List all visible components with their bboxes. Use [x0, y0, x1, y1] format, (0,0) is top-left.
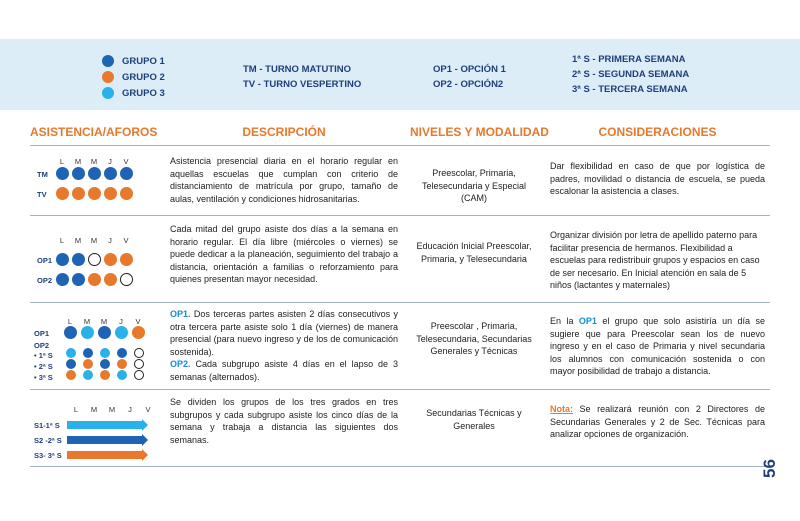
attendance-dot [66, 370, 76, 380]
attendance-dot [117, 370, 127, 380]
cons-pre: En la [550, 316, 579, 326]
grupo-1-dot [102, 55, 114, 67]
row-1-niveles: Preescolar, Primaria, Telesecundaria y Especial (CAM) [421, 168, 527, 203]
attendance-dot [104, 253, 117, 266]
attendance-dot [83, 370, 93, 380]
divider [30, 302, 770, 303]
empty-day-dot [134, 370, 144, 380]
legend-grupo-2: GRUPO 2 [122, 72, 165, 83]
attendance-dot [88, 167, 101, 180]
row-label: S2 -2ª S [34, 436, 62, 445]
legend-semana-2: 2ª S - SEGUNDA SEMANA [572, 69, 690, 80]
grupo-3-dot [102, 87, 114, 99]
day-label: J [108, 157, 112, 166]
day-label: M [90, 236, 98, 245]
attendance-dot [104, 187, 117, 200]
row-label: • 2ª S [34, 362, 53, 371]
legend-opcion-2: OP2 - OPCIÓN2 [433, 79, 504, 90]
day-label: V [145, 405, 151, 414]
row-4-niveles: Secundarias Técnicas y Generales [426, 408, 522, 431]
attendance-dot [100, 359, 110, 369]
row-label: • 1ª S [34, 351, 53, 360]
attendance-dot [115, 326, 128, 339]
row-label: • 3ª S [34, 373, 53, 382]
nota-text: Se realizará reunión con 2 Directores de Secundarias Generales y 2 de Sec. Técnicas para analizar opciones de organización. [550, 404, 765, 439]
day-label: J [128, 405, 132, 414]
attendance-dot [104, 273, 117, 286]
divider [30, 389, 770, 390]
op2-text: Cada subgrupo asiste 4 días en el lapso de 3 semanas (alternados). [170, 359, 398, 382]
attendance-dot [72, 253, 85, 266]
empty-day-dot [120, 273, 133, 286]
row-3-description [170, 308, 398, 383]
day-label: L [59, 236, 65, 245]
page-number: 56 [760, 459, 779, 478]
row-label: OP2 [34, 341, 50, 350]
attendance-dot [64, 326, 77, 339]
legend-opcion-1: OP1 - OPCIÓN 1 [433, 64, 506, 75]
day-label: M [90, 405, 98, 414]
row-1-consideraciones: Dar flexibilidad en caso de que por logística de padres, movilidad o distancia de escuela, se pueda escalonar la asistencia a clases. [550, 161, 765, 196]
row-2-consideraciones: Organizar división por letra de apellido paterno para facilitar presencia de hermanos. Flexibilidad a escuelas para redistribuir grupos y espacios en caso de ser necesario. En Inicial atención en sala de 5 niños (lactantes y maternales) [550, 230, 760, 290]
divider [30, 215, 770, 216]
row-label: S1-1ª S [34, 421, 60, 430]
attendance-dot [56, 253, 69, 266]
op1-text: Dos terceras partes asisten 2 días consecutivos y otra tercera parte asiste solo 1 día (viernes) de manera presencial (para nuevo ingreso y de los de comunicación sostenida). [170, 309, 398, 357]
row-2-description: Cada mitad del grupo asiste dos días a la semana en horario regular. El día libre (miércoles o viernes) se puede dedicar a la planeación, seguimiento del trabajo a distancia, orientación a familias o reforzamiento para quienes presentan mayor necesidad. [170, 224, 398, 284]
row-2-niveles: Educación Inicial Preescolar, Primaria, y Telesecundaria [416, 241, 532, 264]
attendance-dot [72, 167, 85, 180]
attendance-dot [100, 370, 110, 380]
day-label: V [123, 236, 129, 245]
legend-grupo-3: GRUPO 3 [122, 88, 165, 99]
empty-day-dot [88, 253, 101, 266]
row-label: OP1 [37, 256, 53, 265]
attendance-dot [88, 187, 101, 200]
attendance-dot [66, 359, 76, 369]
legend-band [0, 39, 800, 110]
header-niveles: NIVELES Y MODALIDAD [410, 125, 549, 139]
day-label: M [83, 317, 91, 326]
op1-label: OP1. [170, 309, 191, 319]
day-label: V [135, 317, 141, 326]
legend-turno-matutino: TM - TURNO MATUTINO [243, 64, 351, 75]
empty-day-dot [134, 359, 144, 369]
row-label: OP2 [37, 276, 53, 285]
divider [30, 145, 770, 146]
cons-op1: OP1 [578, 316, 597, 326]
day-label: M [108, 405, 116, 414]
attendance-dot [120, 167, 133, 180]
divider [30, 466, 770, 467]
row-4-consideraciones [550, 403, 765, 441]
attendance-dot [100, 348, 110, 358]
attendance-dot [98, 326, 111, 339]
week-3-arrow [67, 451, 142, 459]
day-label: V [123, 157, 129, 166]
day-label: L [67, 317, 73, 326]
op2-label: OP2. [170, 359, 191, 369]
day-label: M [74, 157, 82, 166]
grupo-2-dot [102, 71, 114, 83]
attendance-dot [117, 348, 127, 358]
day-label: M [74, 236, 82, 245]
day-label: L [59, 157, 65, 166]
week-1-arrow [67, 421, 142, 429]
attendance-dot [117, 359, 127, 369]
attendance-dot [72, 273, 85, 286]
legend-turno-vespertino: TV - TURNO VESPERTINO [243, 79, 362, 90]
legend-semana-3: 3ª S - TERCERA SEMANA [572, 84, 688, 95]
day-label: M [90, 157, 98, 166]
attendance-dot [81, 326, 94, 339]
row-label: TV [37, 190, 47, 199]
attendance-dot [132, 326, 145, 339]
attendance-dot [66, 348, 76, 358]
attendance-dot [120, 253, 133, 266]
row-1-description: Asistencia presencial diaria en el horario regular en aquellas escuelas que cumplan con criterio de distanciamiento de matrícula por grupo, tamaño de aulas, ventilación y condiciones hidrosanitarias. [170, 156, 398, 204]
attendance-dot [83, 348, 93, 358]
row-4-description: Se dividen los grupos de los tres grados en tres subgrupos y cada subgrupo asiste los cinco días de la semana y trabaja a distancia las siguientes dos semanas. [170, 397, 398, 445]
header-descripcion: DESCRIPCIÓN [242, 125, 326, 139]
row-3-niveles: Preescolar , Primaria, Telesecundaria, Secundarias Generales y Técnicas [416, 321, 532, 356]
attendance-dot [120, 187, 133, 200]
nota-label: Nota: [550, 404, 573, 414]
legend-semana-1: 1ª S - PRIMERA SEMANA [572, 54, 686, 65]
attendance-dot [88, 273, 101, 286]
day-label: J [119, 317, 123, 326]
attendance-dot [83, 359, 93, 369]
row-label: TM [37, 170, 48, 179]
empty-day-dot [134, 348, 144, 358]
attendance-dot [72, 187, 85, 200]
header-asistencia: ASISTENCIA/AFOROS [30, 125, 158, 139]
day-label: M [100, 317, 108, 326]
attendance-dot [56, 187, 69, 200]
cons-post: el grupo que solo asistiría un día se sugiere que para Preescolar sean los de nuevo ingreso y en el caso de Primaria y nivel secundaria los alumnos con comunicación sostenida o con mayor posibilidad de trabajo a distancia. [550, 316, 765, 376]
day-label: J [108, 236, 112, 245]
attendance-dot [56, 273, 69, 286]
header-consideraciones: CONSIDERACIONES [598, 125, 717, 139]
row-3-consideraciones [550, 315, 765, 378]
row-label: OP1 [34, 329, 50, 338]
week-2-arrow [67, 436, 142, 444]
day-label: L [73, 405, 79, 414]
legend-grupo-1: GRUPO 1 [122, 56, 165, 67]
attendance-dot [104, 167, 117, 180]
row-label: S3- 3ª S [34, 451, 62, 460]
attendance-dot [56, 167, 69, 180]
